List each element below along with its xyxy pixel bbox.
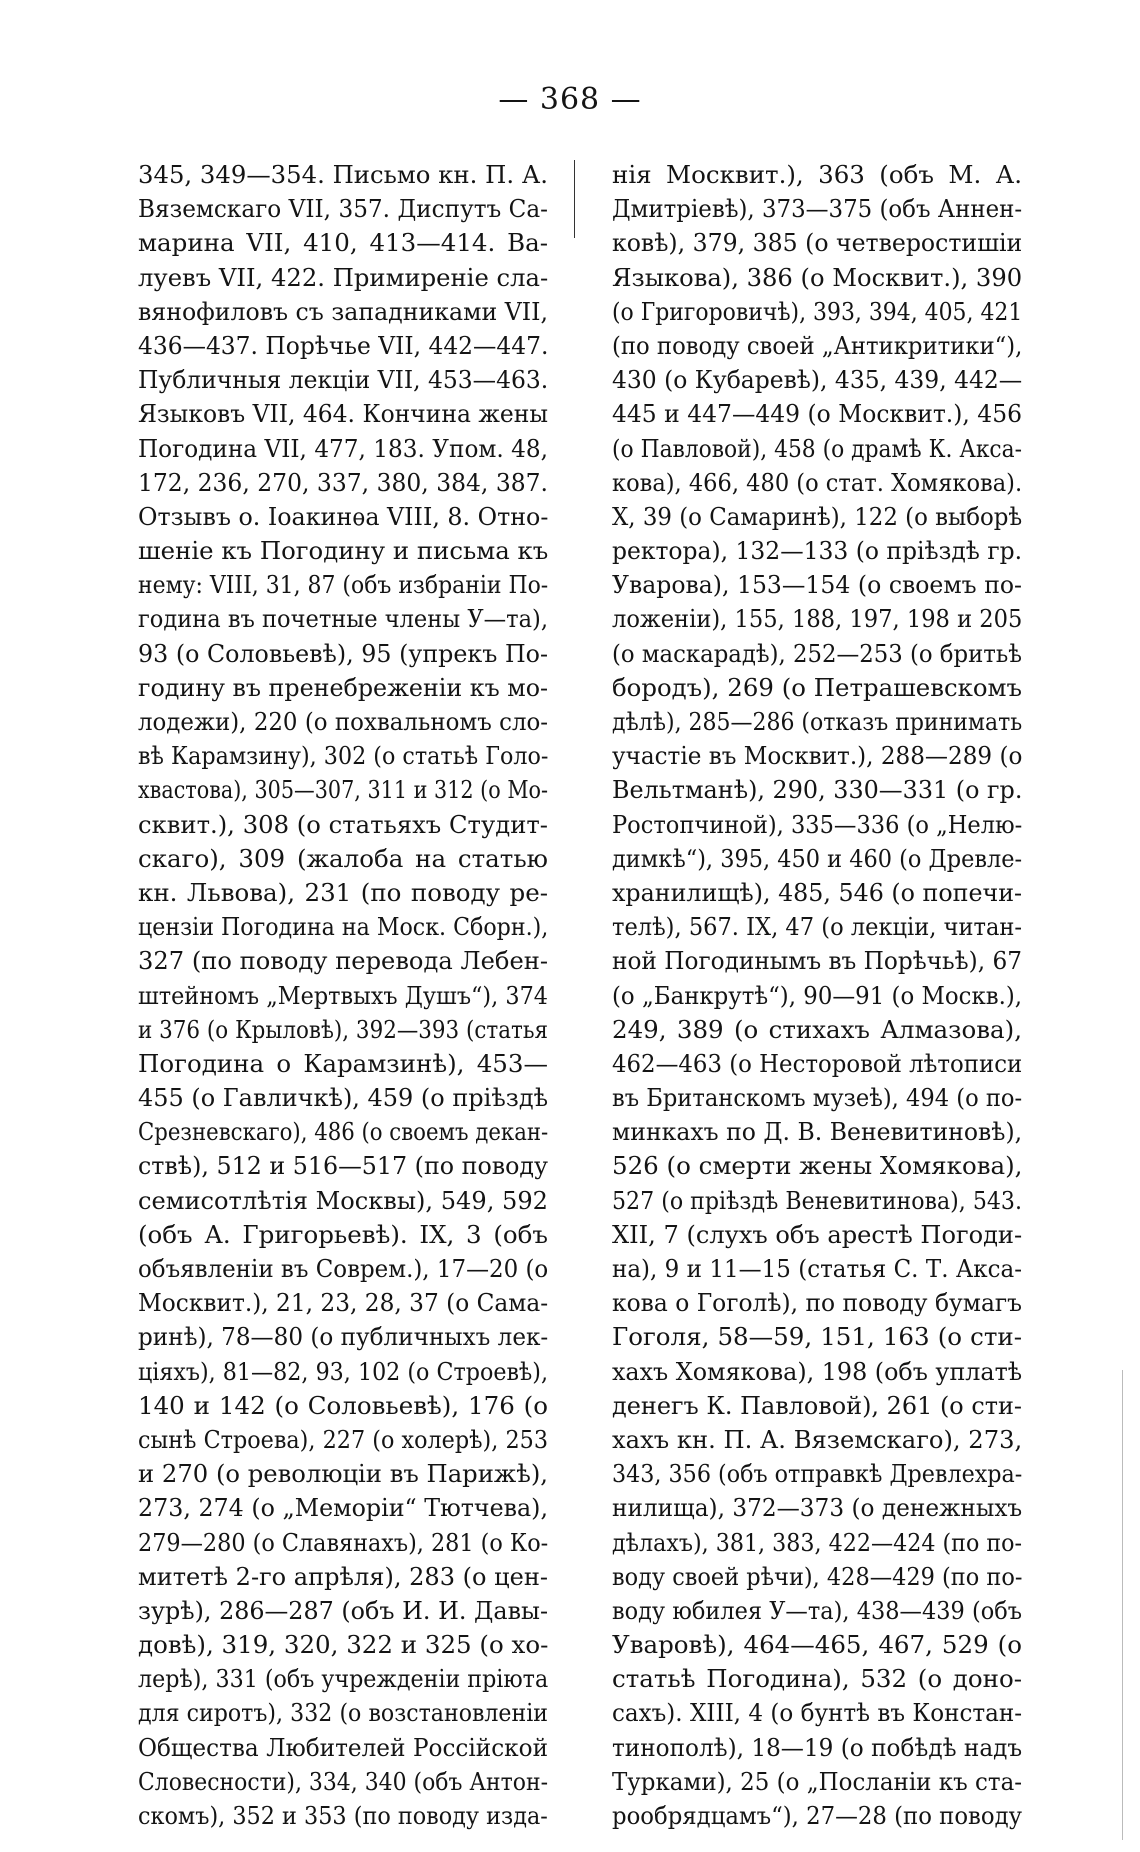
- text-line: 445 и 447—449 (о Москвит.), 456: [612, 399, 1022, 429]
- text-line: Публичныя лекціи VII, 453—463.: [138, 365, 549, 395]
- text-line: 455 (о Гавличкѣ), 459 (о пріѣздѣ: [138, 1083, 549, 1113]
- text-line: 526 (о смерти жены Хомякова),: [612, 1151, 1023, 1181]
- text-line: годину въ пренебреженіи къ мо-: [138, 672, 549, 702]
- text-line: ринѣ), 78—80 (о публичныхъ лек-: [138, 1322, 549, 1352]
- left-column: [138, 158, 548, 1833]
- text-line: митетѣ 2-го апрѣля), 283 (о цен-: [138, 1561, 548, 1591]
- text-line: статьѣ Погодина), 532 (о доно-: [612, 1664, 1022, 1694]
- text-line: кн. Львова), 231 (по поводу ре-: [138, 877, 548, 907]
- text-line: и 270 (о революціи въ Парижѣ),: [138, 1459, 548, 1489]
- text-line: хвастова), 305—307, 311 и 312 (о Мо-: [138, 775, 548, 805]
- text-line: ствѣ), 512 и 516—517 (по поводу: [138, 1151, 549, 1181]
- text-line: хранилищѣ), 485, 546 (о попечи-: [612, 877, 1023, 907]
- text-line: штейномъ „Мертвыхъ Душъ“), 374: [138, 980, 548, 1010]
- text-line: X, 39 (о Самаринѣ), 122 (о выборѣ: [612, 501, 1023, 531]
- text-line: димкѣ“), 395, 450 и 460 (о Древле-: [612, 843, 1023, 873]
- text-line: кова), 466, 480 (о стат. Хомякова).: [612, 467, 1023, 497]
- text-line: 172, 236, 270, 337, 380, 384, 387.: [138, 467, 548, 497]
- text-line: хахъ Хомякова), 198 (объ уплатѣ: [612, 1356, 1023, 1386]
- page-edge: [1122, 1370, 1123, 1840]
- text-line: рообрядцамъ“), 27—28 (по поводу: [612, 1801, 1023, 1830]
- text-line: семисотлѣтія Москвы), 549, 592: [138, 1185, 549, 1215]
- text-line: 462—463 (о Несторовой лѣтописи: [612, 1048, 1023, 1078]
- text-line: кова о Гоголѣ), по поводу бумагъ: [612, 1288, 1022, 1318]
- text-line: шеніе къ Погодину и письма къ: [138, 536, 549, 566]
- text-line: Вельтманѣ), 290, 330—331 (о гр.: [612, 775, 1023, 805]
- text-line: сахъ). XIII, 4 (о бунтѣ въ Констан-: [612, 1698, 1022, 1728]
- text-line: 273, 274 (о „Меморіи“ Тютчева),: [138, 1493, 548, 1523]
- text-line: Отзывъ о. Іоакинѳа VIII, 8. Отно-: [138, 501, 549, 531]
- text-line: година въ почетные члены У—та),: [138, 604, 548, 634]
- text-line: сквит.), 308 (о статьяхъ Студит-: [138, 809, 548, 839]
- text-line: (объ А. Григорьевѣ). IX, 3 (объ: [138, 1219, 548, 1249]
- text-line: нія Москвит.), 363 (объ М. А.: [612, 160, 1022, 189]
- text-line: сынѣ Строева), 227 (о холерѣ), 253: [138, 1424, 548, 1454]
- text-line: 279—280 (о Славянахъ), 281 (о Ко-: [138, 1527, 549, 1557]
- text-line: зурѣ), 286—287 (объ И. И. Давы-: [138, 1595, 548, 1625]
- text-line: ложеніи), 155, 188, 197, 198 и 205: [612, 604, 1023, 634]
- text-line: 93 (о Соловьевѣ), 95 (упрекъ По-: [138, 638, 548, 668]
- text-line: Москвит.), 21, 23, 28, 37 (о Сама-: [138, 1288, 549, 1318]
- text-line: Словесности), 334, 340 (объ Антон-: [138, 1766, 549, 1796]
- text-line: Погодина VII, 477, 183. Упом. 48,: [138, 433, 548, 463]
- text-line: скомъ), 352 и 353 (по поводу изда-: [138, 1801, 548, 1830]
- text-line: Языкова), 386 (о Москвит.), 390: [612, 262, 1023, 292]
- text-line: въ Британскомъ музеѣ), 494 (о по-: [612, 1083, 1023, 1113]
- text-line: минкахъ по Д. В. Веневитиновѣ),: [612, 1117, 1023, 1147]
- text-line: телѣ), 567. IX, 47 (о лекціи, читан-: [612, 912, 1022, 942]
- text-line: денегъ К. Павловой), 261 (о сти-: [612, 1390, 1022, 1420]
- text-line: (о Григоровичѣ), 393, 394, 405, 421: [612, 296, 1023, 326]
- text-line: воду юбилея У—та), 438—439 (объ: [612, 1595, 1022, 1625]
- text-line: (о „Банкрутѣ“), 90—91 (о Москв.),: [612, 980, 1022, 1010]
- text-line: Дмитріевѣ), 373—375 (объ Аннен-: [612, 194, 1023, 224]
- text-line: лерѣ), 331 (объ учрежденіи пріюта: [138, 1664, 549, 1694]
- text-line: и 376 (о Крыловѣ), 392—393 (статья: [138, 1014, 548, 1044]
- text-line: Уварова), 153—154 (о своемъ по-: [612, 570, 1022, 600]
- text-line: Общества Любителей Россійской: [138, 1732, 548, 1762]
- text-line: цензіи Погодина на Моск. Сборн.),: [138, 912, 549, 942]
- text-line: (по поводу своей „Антикритики“),: [612, 330, 1023, 360]
- text-line: (о Павловой), 458 (о драмѣ К. Акса-: [612, 433, 1022, 463]
- text-line: вѣ Карамзину), 302 (о статьѣ Голо-: [138, 741, 549, 771]
- text-line: ковѣ), 379, 385 (о четверостишіи: [612, 228, 1023, 258]
- right-column: [612, 158, 1022, 1833]
- text-line: Погодина о Карамзинѣ), 453—: [138, 1048, 548, 1078]
- text-line: вянофиловъ съ западниками VII,: [138, 296, 548, 326]
- page-number: — 368 —: [498, 82, 642, 117]
- text-line: Гоголя, 58—59, 151, 163 (о сти-: [612, 1322, 1022, 1352]
- text-line: 249, 389 (о стихахъ Алмазова),: [612, 1014, 1022, 1044]
- text-line: ной Погодинымъ въ Порѣчьѣ), 67: [612, 946, 1022, 976]
- text-line: объявленіи въ Соврем.), 17—20 (о: [138, 1254, 549, 1283]
- text-line: нему: VIII, 31, 87 (объ избраніи По-: [138, 570, 549, 600]
- text-line: хахъ кн. П. А. Вяземскаго), 273,: [612, 1424, 1023, 1454]
- text-line: 430 (о Кубаревѣ), 435, 439, 442—: [612, 365, 1023, 395]
- text-line: XII, 7 (слухъ объ арестѣ Погоди-: [612, 1219, 1023, 1249]
- text-line: для сиротъ), 332 (о возстановленіи: [138, 1698, 548, 1728]
- text-line: ректора), 132—133 (о пріѣздѣ гр.: [612, 536, 1023, 566]
- text-line: участіе въ Москвит.), 288—289 (о: [612, 741, 1023, 771]
- text-line: 327 (по поводу перевода Лебен-: [138, 946, 548, 976]
- text-line: Ростопчиной), 335—336 (о „Нелю-: [612, 809, 1023, 839]
- text-line: луевъ VII, 422. Примиреніе сла-: [138, 262, 549, 292]
- text-line: 140 и 142 (о Соловьевѣ), 176 (о: [138, 1390, 548, 1420]
- text-line: тинополѣ), 18—19 (о побѣдѣ надъ: [612, 1732, 1023, 1762]
- text-line: лодежи), 220 (о похвальномъ сло-: [138, 707, 548, 736]
- text-line: 345, 349—354. Письмо кн. П. А.: [138, 160, 548, 189]
- text-line: Языковъ VII, 464. Кончина жены: [138, 399, 549, 429]
- text-line: 527 (о пріѣздѣ Веневитинова), 543.: [612, 1185, 1022, 1215]
- text-line: Турками), 25 (о „Посланіи къ ста-: [612, 1766, 1022, 1796]
- text-line: довѣ), 319, 320, 322 и 325 (о хо-: [138, 1630, 549, 1660]
- text-line: дѣлѣ), 285—286 (отказъ принимать: [612, 707, 1023, 736]
- column-rule: [574, 160, 575, 238]
- text-line: нилища), 372—373 (о денежныхъ: [612, 1493, 1023, 1523]
- text-line: марина VII, 410, 413—414. Ва-: [138, 228, 548, 258]
- text-line: скаго), 309 (жалоба на статью: [138, 843, 548, 873]
- text-line: на), 9 и 11—15 (статья С. Т. Акса-: [612, 1254, 1022, 1283]
- text-line: ціяхъ), 81—82, 93, 102 (о Строевѣ),: [138, 1356, 548, 1386]
- text-line: бородъ), 269 (о Петрашевскомъ: [612, 672, 1022, 702]
- text-line: 343, 356 (объ отправкѣ Древлехра-: [612, 1459, 1023, 1489]
- text-line: Вяземскаго VII, 357. Диспутъ Са-: [138, 194, 548, 224]
- text-line: дѣлахъ), 381, 383, 422—424 (по по-: [612, 1527, 1022, 1557]
- text-line: 436—437. Порѣчье VII, 442—447.: [138, 330, 549, 360]
- text-line: Срезневскаго), 486 (о своемъ декан-: [138, 1117, 549, 1147]
- text-line: Уваровѣ), 464—465, 467, 529 (о: [612, 1630, 1022, 1660]
- text-line: (о маскарадѣ), 252—253 (о бритьѣ: [612, 638, 1023, 668]
- text-line: воду своей рѣчи), 428—429 (по по-: [612, 1561, 1023, 1591]
